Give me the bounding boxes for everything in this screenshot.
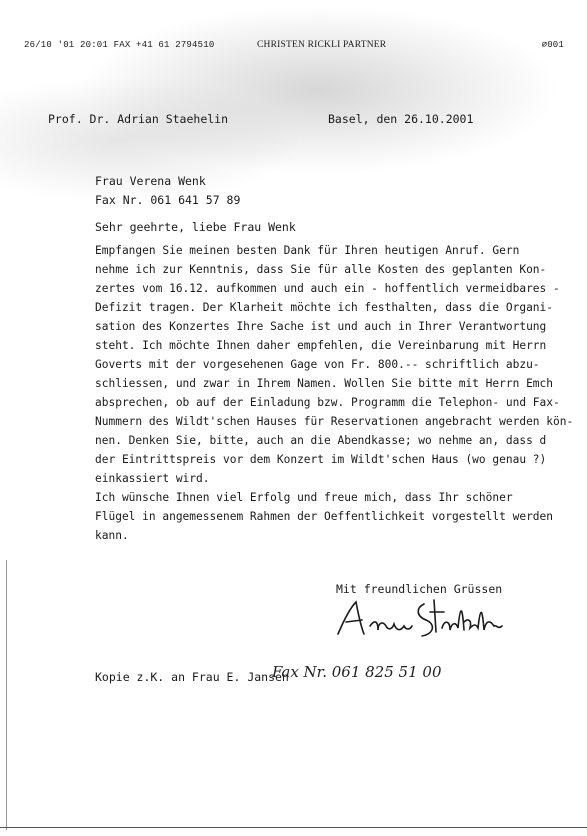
recipient-name: Frau Verena Wenk (95, 174, 206, 188)
body-line: nen. Denken Sie, bitte, auch an die Abendkasse; wo nehme an, dass d (95, 434, 547, 447)
body-line: absprechen, ob auf der Einladung bzw. Programm die Telephon- und Fax- (95, 396, 560, 409)
handwritten-signature (330, 590, 510, 650)
body-line: kann. (95, 529, 129, 542)
recipient-fax-number: Fax Nr. 061 641 57 89 (95, 193, 241, 207)
handwritten-fax-note: Fax Nr. 061 825 51 00 (272, 663, 442, 681)
body-line: Empfangen Sie meinen besten Dank für Ihren heutigen Anruf. Gern (95, 244, 520, 257)
body-line: zertes vom 16.12. aufkommen und auch ein - hoffentlich vermeidbares - (95, 282, 560, 295)
body-line: Ich wünsche Ihnen viel Erfolg und freue mich, dass Ihr schöner (95, 491, 513, 504)
body-line: sation des Konzertes Ihre Sache ist und auch in Ihrer Verantwortung (95, 320, 547, 333)
sender-name: Prof. Dr. Adrian Staehelin (48, 112, 229, 126)
body-line: der Eintrittspreis vor dem Konzert im Wildt'schen Haus (wo genau ?) (95, 453, 547, 466)
body-line: Defizit tragen. Der Klarheit möchte ich festhalten, dass die Organi- (95, 301, 554, 314)
place-date: Basel, den 26.10.2001 (328, 112, 474, 126)
fax-sender-company: CHRISTEN RICKLI PARTNER (257, 40, 387, 50)
copy-notice: Kopie z.K. an Frau E. Jansen (95, 670, 289, 684)
body-line: einkassiert wird. (95, 472, 210, 485)
fax-transmission-header (24, 40, 564, 54)
body-line: Flügel in angemessenem Rahmen der Oeffentlichkeit vorgestellt werden (95, 510, 554, 523)
page-bottom-edge (0, 827, 587, 828)
fax-timestamp: 26/10 '01 20:01 FAX +41 61 2794510 (24, 40, 215, 50)
body-line: nehme ich zur Kenntnis, dass Sie für alle Kosten des geplanten Kon- (95, 263, 547, 276)
salutation: Sehr geehrte, liebe Frau Wenk (95, 220, 296, 234)
letter-body (95, 241, 574, 545)
body-line: steht. Ich möchte Ihnen daher empfehlen, die Vereinbarung mit Herrn (95, 339, 547, 352)
scan-edge-mark (6, 560, 7, 830)
body-line: Goverts mit der vorgesehenen Gage von Fr. 800.-- schriftlich abzu- (95, 358, 540, 371)
fax-page-number: ∅001 (541, 40, 564, 50)
body-line: schliessen, und zwar in Ihrem Namen. Wollen Sie bitte mit Herrn Emch (95, 377, 554, 390)
closing-greeting: Mit freundlichen Grüssen (336, 582, 503, 596)
body-line: Nummern des Wildt'schen Hauses für Reservationen angebracht werden kön- (95, 415, 574, 428)
